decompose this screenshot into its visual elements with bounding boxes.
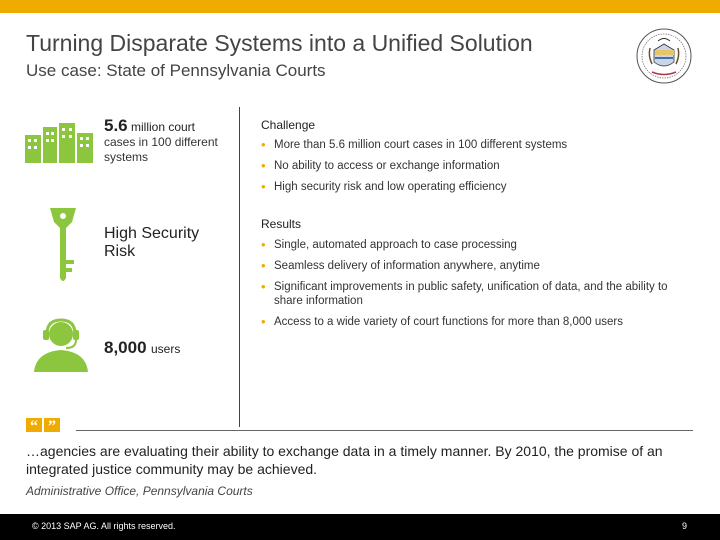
list-item: • No ability to access or exchange information: [261, 159, 567, 173]
stat-cases-text: cases in 100 different systems: [104, 135, 218, 164]
copyright-text: © 2013 SAP AG. All rights reserved.: [32, 521, 176, 531]
list-item: • High security risk and low operating efficiency: [261, 180, 567, 194]
quote-attribution: Administrative Office, Pennsylvania Courts: [26, 484, 253, 498]
stat-security-risk: High Security Risk: [104, 225, 200, 260]
challenge-list: [261, 138, 567, 201]
results-heading: Results: [261, 217, 302, 231]
quote-divider: [76, 430, 693, 431]
results-list: [261, 238, 681, 336]
page-subtitle: Use case: State of Pennsylvania Courts: [26, 61, 326, 80]
stat-users: [104, 338, 244, 358]
list-item: • More than 5.6 million court cases in 100 different systems: [261, 138, 567, 152]
buildings-icon: [25, 123, 93, 163]
list-item: • Single, automated approach to case processing: [261, 238, 681, 252]
list-item: • Significant improvements in public safety, unification of data, and the ability to share information: [261, 280, 681, 308]
quote-marks: [26, 418, 60, 435]
stat-users-suffix: users: [151, 342, 181, 356]
open-quote-icon: “: [26, 418, 42, 432]
vertical-divider: [239, 107, 240, 427]
list-item: • Seamless delivery of information anywhere, anytime: [261, 259, 681, 273]
stat-cases-number: 5.6: [104, 116, 128, 135]
pennsylvania-seal-logo: [636, 28, 692, 84]
stat-cases: [104, 118, 224, 165]
top-accent-bar: [0, 0, 720, 13]
quote-text: …agencies are evaluating their ability to exchange data in a timely manner. By 2010, the promise of an integrated justice community may be achieved.: [26, 443, 663, 477]
stat-cases-suffix: million court: [130, 120, 196, 134]
list-item: • Access to a wide variety of court functions for more than 8,000 users: [261, 315, 681, 329]
page-title: Turning Disparate Systems into a Unified Solution: [26, 30, 533, 56]
key-icon: [46, 208, 80, 284]
user-headset-icon: [32, 318, 90, 372]
close-quote-icon: ”: [44, 418, 60, 432]
challenge-heading: Challenge: [261, 118, 316, 132]
page-number: 9: [682, 521, 688, 531]
stat-users-number: 8,000: [104, 338, 147, 357]
